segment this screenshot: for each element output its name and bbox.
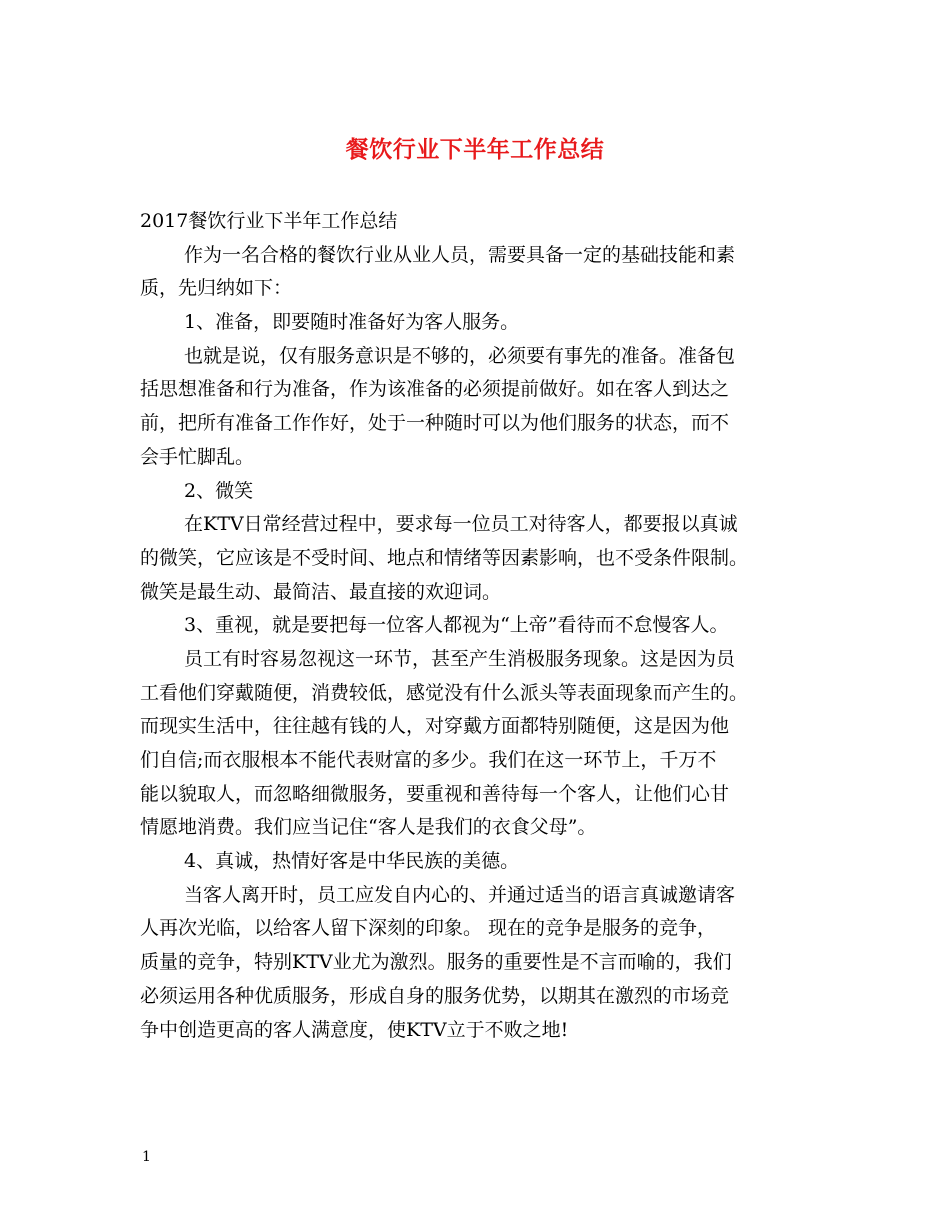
text-line: 2017餐饮行业下半年工作总结 bbox=[140, 210, 398, 232]
text-line: 质量的竞争，特别KTV业尤为激烈。服务的重要性是不言而喻的，我们 bbox=[140, 951, 732, 974]
text-line: 情愿地消费。我们应当记住“客人是我们的衣食父母”。 bbox=[140, 816, 597, 839]
text-line: 的微笑，它应该是不受时间、地点和情绪等因素影响，也不受条件限制。 bbox=[140, 546, 749, 569]
text-line: 1、准备，即要随时准备好为客人服务。 bbox=[184, 311, 520, 334]
text-line: 4、真诚，热情好客是中华民族的美德。 bbox=[184, 850, 520, 873]
text-line: 必须运用各种优质服务，形成自身的服务优势，以期其在激烈的市场竞 bbox=[140, 984, 730, 1007]
text-line: 在KTV日常经营过程中，要求每一位员工对待客人，都要报以真诚 bbox=[184, 513, 738, 536]
text-line: 员工有时容易忽视这一环节，甚至产生消极服务现象。这是因为员 bbox=[184, 647, 736, 670]
text-line: 括思想准备和行为准备，作为该准备的必须提前做好。如在客人到达之 bbox=[140, 378, 730, 401]
text-line: 前，把所有准备工作作好，处于一种随时可以为他们服务的状态，而不 bbox=[140, 412, 730, 435]
text-line: 当客人离开时，员工应发自内心的、并通过适当的语言真诚邀请客 bbox=[184, 883, 736, 906]
text-line: 人再次光临，以给客人留下深刻的印象。 现在的竞争是服务的竞争， bbox=[140, 917, 717, 940]
text-line: 能以貌取人，而忽略细微服务，要重视和善待每一个客人，让他们心甘 bbox=[140, 782, 730, 805]
text-line: 工看他们穿戴随便，消费较低，感觉没有什么派头等表面现象而产生的。 bbox=[140, 681, 749, 704]
text-line: 们自信;而衣服根本不能代表财富的多少。我们在这一环节上，千万不 bbox=[140, 749, 717, 771]
text-line: 微笑是最生动、最简洁、最直接的欢迎词。 bbox=[140, 580, 502, 603]
document-body bbox=[140, 205, 820, 1047]
text-line: 而现实生活中，往往越有钱的人，对穿戴方面都特别随便，这是因为他 bbox=[140, 715, 730, 738]
text-line: 2、微笑 bbox=[184, 479, 254, 502]
text-line: 质，先归纳如下： bbox=[140, 277, 293, 300]
text-line: 作为一名合格的餐饮行业从业人员，需要具备一定的基础技能和素 bbox=[184, 243, 736, 266]
text-line: 会手忙脚乱。 bbox=[140, 445, 255, 468]
document-title: 餐饮行业下半年工作总结 bbox=[345, 136, 605, 163]
text-line: 争中创造更高的客人满意度，使KTV立于不败之地! bbox=[140, 1018, 569, 1041]
text-line: 也就是说，仅有服务意识是不够的，必须要有事先的准备。准备包 bbox=[184, 344, 736, 367]
text-line: 3、重视，就是要把每一位客人都视为“上帝”看待而不怠慢客人。 bbox=[184, 614, 729, 637]
page-number: 1 bbox=[142, 1149, 151, 1165]
